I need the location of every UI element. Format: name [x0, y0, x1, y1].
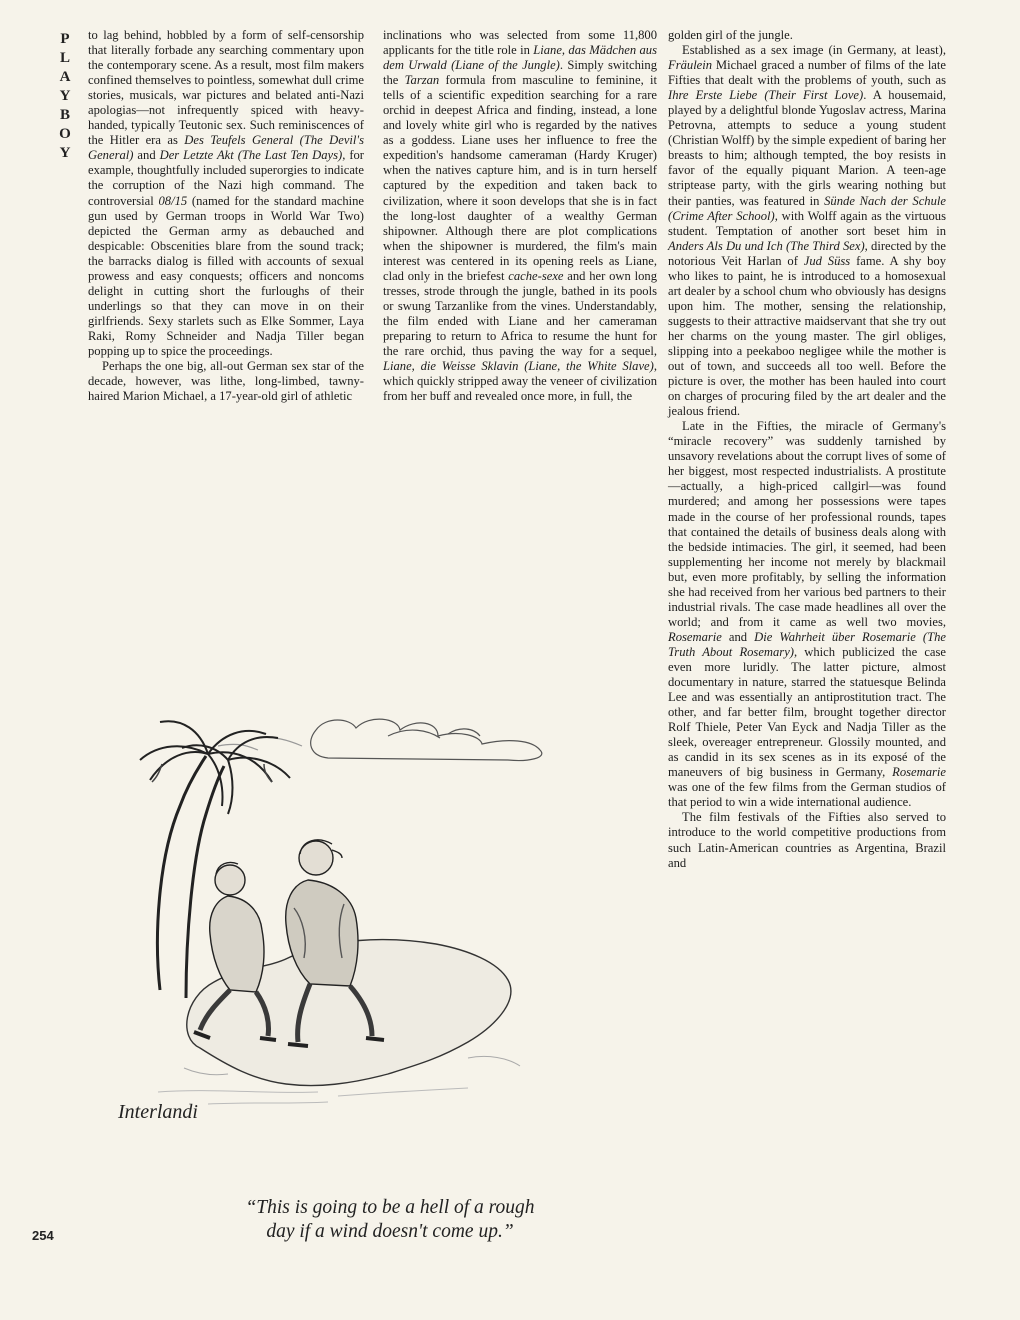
side-logo: [52, 30, 78, 163]
page-number: 254: [32, 1228, 54, 1243]
cartoon-signature: Interlandi: [118, 1101, 198, 1123]
cloud-figure: [218, 719, 542, 760]
paragraph: The film festivals of the Fifties also served to introduce to the world competitive productions from such Latin-American countries as Argentina, Brazil and: [668, 810, 946, 870]
desert-island-cartoon: [88, 618, 668, 1178]
logo-letter: P: [60, 31, 70, 47]
paragraph: Late in the Fifties, the miracle of Germany's “miracle recovery” was suddenly tarnished by unsavory revelations about the corrupt lives of some of her biggest, most respected industrialists. A prostitute—actually, a high-priced callgirl—was found murdered; and among her possessions were tapes made in the course of her professional rounds, tapes that contained the details of business deals along with the bedside intimacies. The girl, it seemed, had been supplementing her income not merely by blackmail but, even more profitably, by selling the information she had received from her various bed partners to their industrial rivals. The case made headlines all over the world; and from it came as well two movies, Rosemarie and Die Wahrheit über Rosemarie (The Truth About Rosemary), which publicized the case even more luridly. The latter picture, almost documentary in nature, starred the statuesque Belinda Lee and was essentially an antiprostitution tract. The other, and far better film, brought together director Rolf Thiele, Peter Van Eyck and Nadja Tiller as the sleek, overeager entrepreneur. Glossily mounted, and as candid in its sex scenes as in its exposé of the maneuvers of big business in Germany, Rosemarie was one of the few films from the German studios of that period to win a wide international audience.: [668, 419, 946, 810]
logo-letter: Y: [59, 88, 71, 104]
paragraph: to lag behind, hobbled by a form of self-censorship that literally forbade any searching commentary upon the contemporary scene. As a result, most film makers confined themselves to pointless, somewhat dull crime stories, musicals, war pictures and belated anti-Nazi apologias—not infrequently spiced with heavy-handed, typically Teutonic sex. Such reminiscences of the Hitler era as Des Teufels General (The Devil's General) and Der Letzte Akt (The Last Ten Days), for example, thoughtfully included superorgies to indicate the corruption of the Nazi high command. The controversial 08/15 (named for the standard machine gun used by German troops in World War Two) depicted the German army as debauched and despicable: Obscenities blare from the sound track; the barracks dialog is filled with accounts of sexual prowess and easy conquests; officers and noncoms delight in cutting short the furloughs of their underlings so that they can move in on their girlfriends. Sexy starlets such as Elke Sommer, Laya Raki, Romy Schneider and Nadja Tiller began popping up to spice the proceedings.: [88, 28, 365, 358]
logo-letter: Y: [59, 145, 71, 161]
paragraph: Perhaps the one big, all-out German sex star of the decade, however, was lithe, long-limbed, tawny-haired Marion Michael, a 17-year-old girl of athletic: [88, 359, 364, 404]
paragraph: inclinations who was selected from some 11,800 applicants for the title role in Liane, das Mädchen aus dem Urwald (Liane of the Jungle). Simply switching the Tarzan formula from masculine to feminine, it tells of a scientific expedition searching for a rare orchid in deepest Africa and finding, instead, a lone and lovely white girl who is regarded by the natives as a goddess. Liane uses her influence to free the expedition's handsome cameraman (Hardy Kruger) when the natives capture him, and is in turn herself captured by the expedition and taken back to civilization, where it soon develops that she is in fact the long-lost daughter of a wealthy German shipowner. Although there are plot complications when the shipowner is murdered, the film's main interest was centered in its opening reels as Liane, clad only in the briefest cache-sexe and her own long tresses, strode through the jungle, bathed in its pools or swung Tarzanlike from the vines. Understandably, the film ended with Liane and her cameraman preparing to return to Africa to resume the hunt for the rare orchid, thus paving the way for a sequel, Liane, die Weisse Sklavin (Liane, the White Slave), which quickly stripped away the veneer of civilization from her buff and revealed once more, in full, the: [383, 28, 657, 404]
paragraph: Established as a sex image (in Germany, at least), Fräulein Michael graced a number of films of the late Fifties that dealt with the problems of youth, such as Ihre Erste Liebe (Their First Love). A housemaid, played by a delightful blonde Yugoslav actress, Marina Petrovna, attempts to seduce a young student (Christian Wolff) by the simple expedient of baring her breasts to him; although tempted, the boy resists in favor of the equally piquant Marion. A teen-age striptease party, with the girls wearing nothing but their panties, was featured in Sünde Nach der Schule (Crime After School), with Wolff again as the virtuous student. Temptation of another sort beset him in Anders Als Du und Ich (The Third Sex), directed by the notorious Veit Harlan of Jud Süss fame. A shy boy who likes to paint, he is introduced to a homosexual art dealer by a school chum who obviously has designs upon him. The mother, sensing the relationship, suggests to their attractive maidservant that she try out her charms on the young master. The girl obliges, slipping into a peekaboo negligee while the mother is out of town, and succeeds all too well. Before the picture is over, the mother has been hauled into court on charges of procuring filed by the art dealer and the jealous friend.: [668, 43, 947, 419]
logo-letter: A: [59, 69, 71, 85]
article-column-1: [88, 28, 364, 404]
paragraph: golden girl of the jungle.: [668, 28, 793, 42]
caption-line: day if a wind doesn't come up.”: [266, 1221, 514, 1242]
cartoon-caption: [175, 1196, 605, 1244]
logo-letter: B: [59, 107, 70, 123]
article-column-2: [383, 28, 657, 404]
logo-letter: O: [59, 126, 71, 142]
article-column-3: [668, 28, 946, 871]
logo-letter: L: [59, 50, 70, 66]
caption-line: “This is going to be a hell of a rough: [245, 1197, 535, 1218]
